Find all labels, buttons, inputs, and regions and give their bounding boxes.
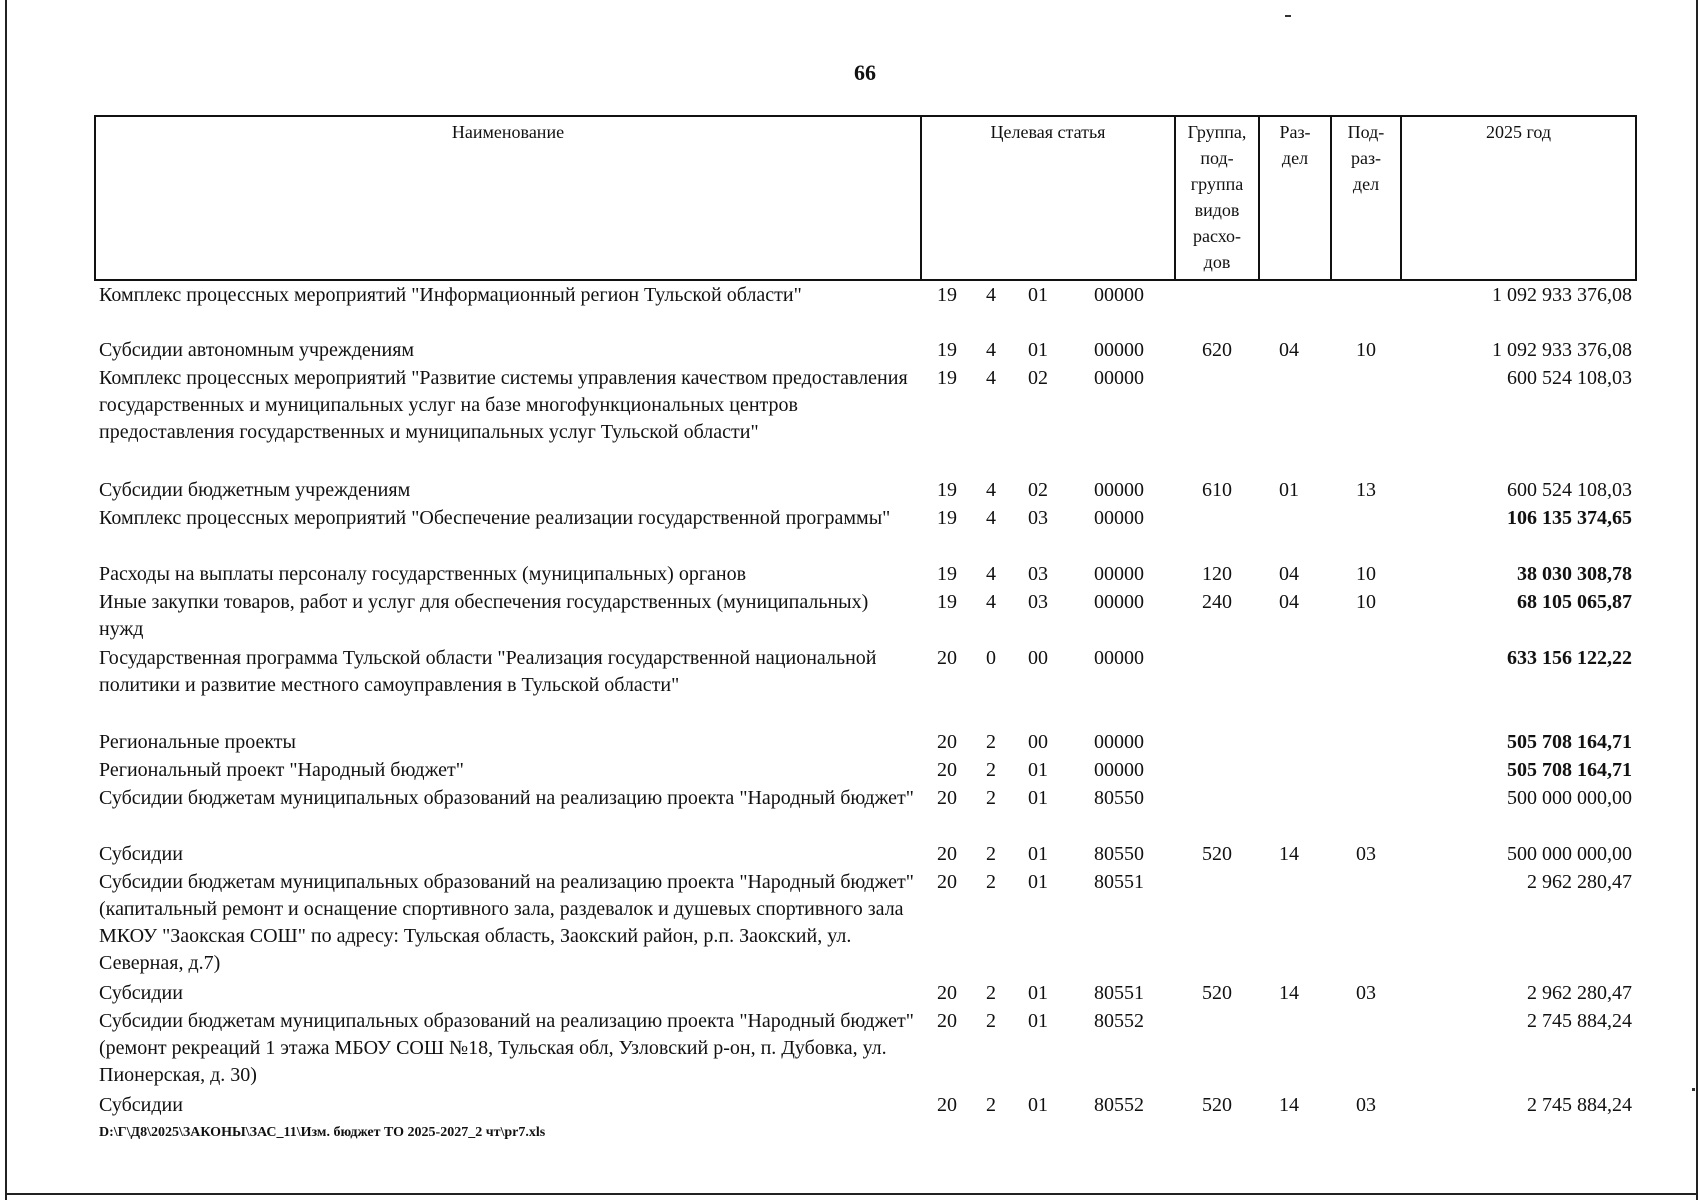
target-article-code: 19 — [937, 339, 957, 361]
target-article-code: 00000 — [1094, 647, 1144, 669]
subsection: 13 — [1356, 479, 1376, 501]
target-article-code: 00000 — [1094, 284, 1144, 306]
expense-group: 240 — [1202, 591, 1232, 613]
subsection: 10 — [1356, 591, 1376, 613]
section: 14 — [1279, 1094, 1299, 1116]
amount-2025: 505 708 164,71 — [1507, 731, 1632, 753]
row-name: Субсидии — [99, 843, 183, 865]
target-article-code: 4 — [986, 479, 996, 501]
target-article-code: 02 — [1028, 479, 1048, 501]
target-article-code: 2 — [986, 1094, 996, 1116]
target-article-code: 2 — [986, 982, 996, 1004]
row-name: Региональный проект "Народный бюджет" — [99, 759, 464, 781]
target-article-code: 01 — [1028, 1010, 1048, 1032]
target-article-code: 4 — [986, 591, 996, 613]
page-border-left — [5, 0, 7, 1200]
target-article-code: 20 — [937, 647, 957, 669]
amount-2025: 1 092 933 376,08 — [1492, 284, 1632, 306]
section: 04 — [1279, 339, 1299, 361]
target-article-code: 4 — [986, 284, 996, 306]
target-article-code: 00000 — [1094, 563, 1144, 585]
amount-2025: 2 745 884,24 — [1527, 1094, 1632, 1116]
row-name: Региональные проекты — [99, 731, 296, 753]
amount-2025: 2 962 280,47 — [1527, 982, 1632, 1004]
page-border-bottom — [5, 1193, 1698, 1195]
header-group-line: дов — [1203, 252, 1231, 272]
section: 04 — [1279, 591, 1299, 613]
amount-2025: 38 030 308,78 — [1517, 563, 1632, 585]
target-article-code: 00000 — [1094, 479, 1144, 501]
target-article-code: 03 — [1028, 591, 1048, 613]
target-article-code: 2 — [986, 871, 996, 893]
target-article-code: 19 — [937, 284, 957, 306]
target-article-code: 00000 — [1094, 759, 1144, 781]
header-year-label: 2025 год — [1485, 122, 1552, 142]
target-article-code: 4 — [986, 563, 996, 585]
row-name: Субсидии бюджетам муниципальных образований на реализацию проекта "Народный бюджет" — [99, 787, 914, 809]
row-name: Комплекс процессных мероприятий "Обеспечение реализации государственной программы" — [99, 507, 891, 529]
target-article-code: 80552 — [1094, 1010, 1144, 1032]
row-name: Субсидии бюджетам муниципальных образований на реализацию проекта "Народный бюджет" (капитальный ремонт и оснащение спортивного зала, раздевалок и душевых спортивного зала МКОУ "Заокская СОШ" по адресу: Тульская область, Заокский район, р.п. Заокский, ул. Северная, д.7) — [99, 871, 914, 974]
target-article-code: 2 — [986, 731, 996, 753]
header-subsection-line: Под- — [1347, 122, 1385, 142]
subsection: 03 — [1356, 1094, 1376, 1116]
header-section-line: Раз- — [1279, 122, 1311, 142]
row-name: Субсидии автономным учреждениям — [99, 339, 415, 361]
header-section — [1258, 115, 1330, 281]
header-target-label: Целевая статья — [990, 122, 1106, 142]
row-name: Расходы на выплаты персоналу государственных (муниципальных) органов — [99, 563, 747, 585]
target-article-code: 19 — [937, 591, 957, 613]
expense-group: 120 — [1202, 563, 1232, 585]
header-expense-group — [1174, 115, 1258, 281]
subsection: 10 — [1356, 563, 1376, 585]
row-name: Комплекс процессных мероприятий "Развитие системы управления качеством предоставления государственных и муниципальных услуг на базе многофункциональных центров предоставления государственных и муниципальных услуг Тульской области" — [99, 367, 908, 443]
header-subsection — [1330, 115, 1400, 281]
header-group-line: видов — [1194, 200, 1240, 220]
target-article-code: 19 — [937, 479, 957, 501]
page-number: 66 — [854, 60, 876, 85]
target-article-code: 01 — [1028, 982, 1048, 1004]
target-article-code: 01 — [1028, 871, 1048, 893]
header-group-line: под- — [1200, 148, 1234, 168]
target-article-code: 80550 — [1094, 787, 1144, 809]
target-article-code: 01 — [1028, 339, 1048, 361]
target-article-code: 80551 — [1094, 982, 1144, 1004]
target-article-code: 20 — [937, 787, 957, 809]
target-article-code: 2 — [986, 1010, 996, 1032]
target-article-code: 00 — [1028, 731, 1048, 753]
target-article-code: 00000 — [1094, 591, 1144, 613]
target-article-code: 03 — [1028, 563, 1048, 585]
target-article-code: 03 — [1028, 507, 1048, 529]
target-article-code: 20 — [937, 1010, 957, 1032]
target-article-code: 00000 — [1094, 339, 1144, 361]
target-article-code: 4 — [986, 507, 996, 529]
target-article-code: 4 — [986, 339, 996, 361]
target-article-code: 00000 — [1094, 731, 1144, 753]
amount-2025: 505 708 164,71 — [1507, 759, 1632, 781]
target-article-code: 02 — [1028, 367, 1048, 389]
amount-2025: 600 524 108,03 — [1507, 479, 1632, 501]
section: 14 — [1279, 982, 1299, 1004]
header-name — [94, 115, 920, 281]
target-article-code: 19 — [937, 367, 957, 389]
target-article-code: 4 — [986, 367, 996, 389]
section: 04 — [1279, 563, 1299, 585]
subsection: 03 — [1356, 843, 1376, 865]
row-name: Субсидии — [99, 982, 183, 1004]
target-article-code: 00000 — [1094, 367, 1144, 389]
expense-group: 520 — [1202, 982, 1232, 1004]
target-article-code: 20 — [937, 759, 957, 781]
target-article-code: 00 — [1028, 647, 1048, 669]
expense-group: 520 — [1202, 1094, 1232, 1116]
target-article-code: 80552 — [1094, 1094, 1144, 1116]
target-article-code: 20 — [937, 871, 957, 893]
target-article-code: 19 — [937, 507, 957, 529]
expense-group: 610 — [1202, 479, 1232, 501]
header-group-line: группа — [1190, 174, 1244, 194]
header-year-2025 — [1400, 115, 1637, 281]
row-name: Государственная программа Тульской области "Реализация государственной национальной политики и развитие местного самоуправления в Тульской области" — [99, 647, 877, 696]
target-article-code: 01 — [1028, 787, 1048, 809]
target-article-code: 20 — [937, 982, 957, 1004]
target-article-code: 01 — [1028, 1094, 1048, 1116]
target-article-code: 80551 — [1094, 871, 1144, 893]
page-border-right — [1696, 0, 1698, 1200]
amount-2025: 68 105 065,87 — [1517, 591, 1632, 613]
amount-2025: 106 135 374,65 — [1507, 507, 1632, 529]
target-article-code: 01 — [1028, 843, 1048, 865]
header-section-line: дел — [1281, 148, 1309, 168]
subsection: 10 — [1356, 339, 1376, 361]
amount-2025: 2 962 280,47 — [1527, 871, 1632, 893]
header-subsection-line: дел — [1352, 174, 1380, 194]
target-article-code: 2 — [986, 787, 996, 809]
target-article-code: 00000 — [1094, 507, 1144, 529]
scan-mark — [1285, 15, 1291, 17]
target-article-code: 19 — [937, 563, 957, 585]
amount-2025: 633 156 122,22 — [1507, 647, 1632, 669]
row-name: Субсидии — [99, 1094, 183, 1116]
amount-2025: 600 524 108,03 — [1507, 367, 1632, 389]
target-article-code: 0 — [986, 647, 996, 669]
row-name: Субсидии бюджетным учреждениям — [99, 479, 411, 501]
scan-mark — [1692, 1088, 1695, 1091]
target-article-code: 20 — [937, 843, 957, 865]
header-subsection-line: раз- — [1350, 148, 1382, 168]
header-group-line: Группа, — [1187, 122, 1247, 142]
section: 14 — [1279, 843, 1299, 865]
target-article-code: 2 — [986, 843, 996, 865]
amount-2025: 500 000 000,00 — [1507, 787, 1632, 809]
header-group-line: расхо- — [1192, 226, 1242, 246]
file-path-footer: D:\Г\Д8\2025\ЗАКОНЫ\ЗАС_11\Изм. бюджет ТО 2025-2027_2 чт\pr7.xls — [99, 1125, 546, 1140]
row-name: Субсидии бюджетам муниципальных образований на реализацию проекта "Народный бюджет" (ремонт рекреаций 1 этажа МБОУ СОШ №18, Тульская обл, Узловский р-он, п. Дубовка, ул. Пионерская, д. 30) — [99, 1010, 914, 1086]
amount-2025: 2 745 884,24 — [1527, 1010, 1632, 1032]
target-article-code: 01 — [1028, 759, 1048, 781]
amount-2025: 1 092 933 376,08 — [1492, 339, 1632, 361]
target-article-code: 2 — [986, 759, 996, 781]
expense-group: 520 — [1202, 843, 1232, 865]
target-article-code: 01 — [1028, 284, 1048, 306]
header-target-article — [920, 115, 1174, 281]
amount-2025: 500 000 000,00 — [1507, 843, 1632, 865]
target-article-code: 80550 — [1094, 843, 1144, 865]
section: 01 — [1279, 479, 1299, 501]
row-name: Иные закупки товаров, работ и услуг для обеспечения государственных (муниципальных) нужд — [99, 591, 869, 640]
row-name: Комплекс процессных мероприятий "Информационный регион Тульской области" — [99, 284, 802, 306]
header-name-label: Наименование — [451, 122, 565, 142]
target-article-code: 20 — [937, 731, 957, 753]
expense-group: 620 — [1202, 339, 1232, 361]
subsection: 03 — [1356, 982, 1376, 1004]
target-article-code: 20 — [937, 1094, 957, 1116]
